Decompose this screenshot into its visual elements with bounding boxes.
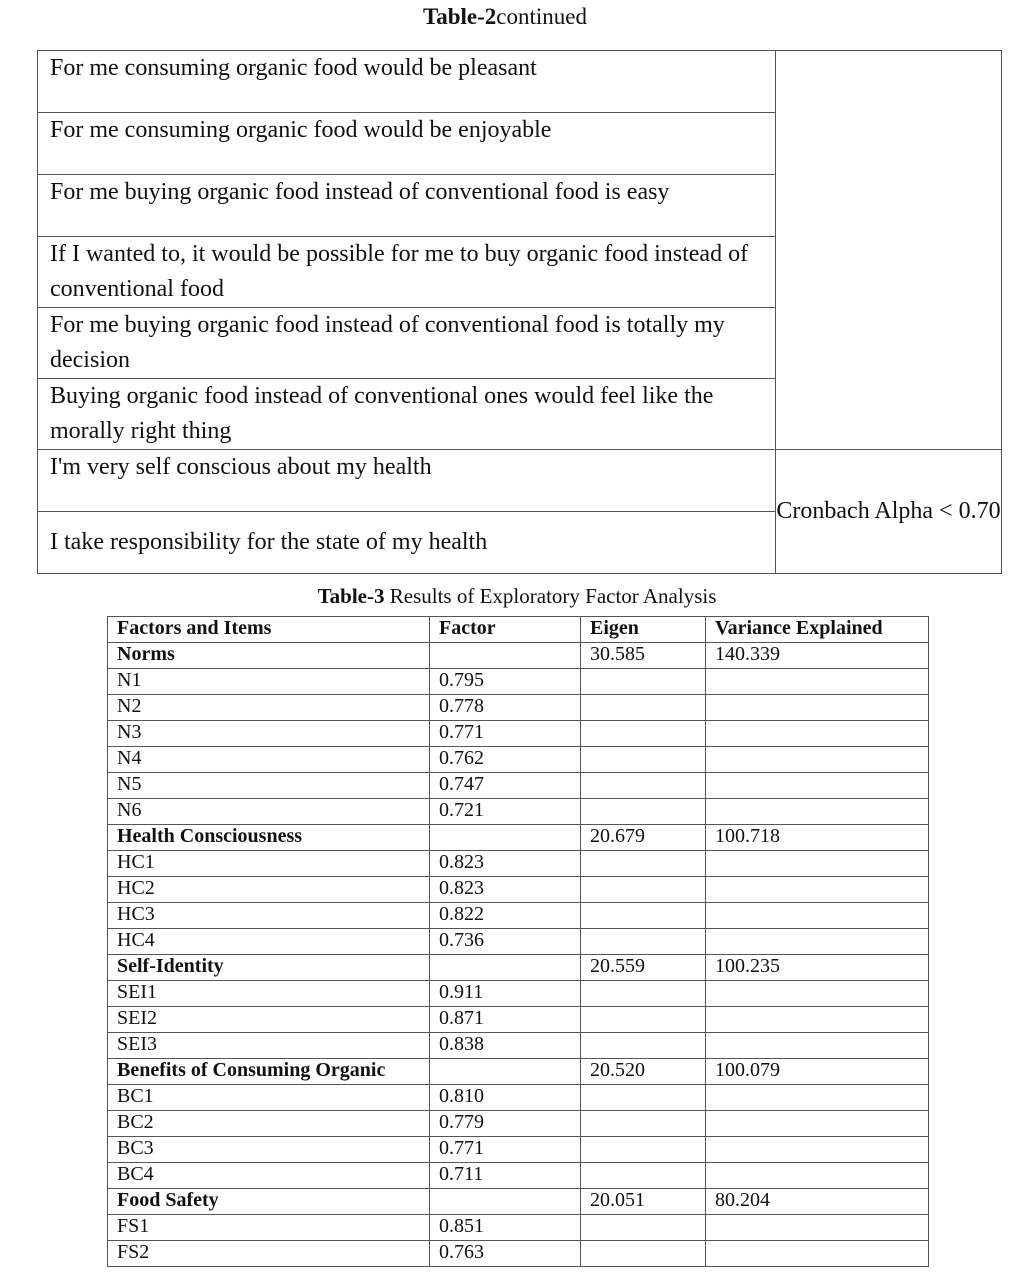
item-code: N1 <box>108 669 430 695</box>
eigen-empty <box>581 877 706 903</box>
eigen-empty <box>581 1241 706 1267</box>
item-code: HC2 <box>108 877 430 903</box>
variance-empty <box>706 1111 929 1137</box>
factor-loading: 0.823 <box>430 877 581 903</box>
item-code: HC4 <box>108 929 430 955</box>
table3-header-cell: Variance Explained <box>706 617 929 643</box>
table3-row <box>108 851 929 877</box>
table3-caption-label: Table-3 <box>317 584 385 608</box>
table3-row <box>108 1033 929 1059</box>
eigen-empty <box>581 721 706 747</box>
table3-row <box>108 695 929 721</box>
table2-caption-label: Table-2 <box>423 4 497 29</box>
eigen-empty <box>581 929 706 955</box>
eigen-empty <box>581 903 706 929</box>
eigen-empty <box>581 669 706 695</box>
variance-empty <box>706 929 929 955</box>
variance-empty <box>706 981 929 1007</box>
factor-group-name: Self-Identity <box>108 955 430 981</box>
table3-row <box>108 1111 929 1137</box>
factor-loading: 0.711 <box>430 1163 581 1189</box>
table2-row: I take responsibility for the state of my health <box>38 512 776 574</box>
factor-loading-empty <box>430 825 581 851</box>
variance-explained: 80.204 <box>706 1189 929 1215</box>
item-code: HC1 <box>108 851 430 877</box>
factor-loading: 0.911 <box>430 981 581 1007</box>
variance-empty <box>706 1033 929 1059</box>
factor-loading: 0.823 <box>430 851 581 877</box>
factor-loading: 0.736 <box>430 929 581 955</box>
table3-caption-text: Results of Exploratory Factor Analysis <box>384 584 717 608</box>
variance-empty <box>706 1137 929 1163</box>
table3-header-cell: Factors and Items <box>108 617 430 643</box>
table2-row: For me consuming organic food would be enjoyable <box>38 113 776 175</box>
table3-header-cell: Factor <box>430 617 581 643</box>
factor-loading: 0.747 <box>430 773 581 799</box>
table3 <box>107 616 929 1267</box>
factor-loading: 0.762 <box>430 747 581 773</box>
eigen-empty <box>581 695 706 721</box>
item-code: N5 <box>108 773 430 799</box>
item-code: SEI3 <box>108 1033 430 1059</box>
table2-row: For me consuming organic food would be pleasant <box>38 51 776 113</box>
factor-loading-empty <box>430 1189 581 1215</box>
eigen-empty <box>581 1085 706 1111</box>
item-code: N3 <box>108 721 430 747</box>
table3-caption <box>0 584 1010 609</box>
factor-loading: 0.822 <box>430 903 581 929</box>
factor-loading: 0.779 <box>430 1111 581 1137</box>
variance-explained: 100.079 <box>706 1059 929 1085</box>
table2-caption <box>0 4 1010 30</box>
factor-group-name: Food Safety <box>108 1189 430 1215</box>
variance-empty <box>706 851 929 877</box>
eigen-empty <box>581 1163 706 1189</box>
table3-group-row <box>108 955 929 981</box>
variance-empty <box>706 1241 929 1267</box>
eigen-empty <box>581 799 706 825</box>
item-code: FS2 <box>108 1241 430 1267</box>
eigen-value: 20.520 <box>581 1059 706 1085</box>
variance-explained: 100.235 <box>706 955 929 981</box>
variance-empty <box>706 1163 929 1189</box>
variance-empty <box>706 799 929 825</box>
variance-empty <box>706 695 929 721</box>
variance-empty <box>706 773 929 799</box>
item-code: N2 <box>108 695 430 721</box>
factor-loading: 0.763 <box>430 1241 581 1267</box>
table3-header-cell: Eigen <box>581 617 706 643</box>
variance-explained: 100.718 <box>706 825 929 851</box>
cronbach-note: Cronbach Alpha < 0.70 <box>776 450 1002 574</box>
item-code: SEI1 <box>108 981 430 1007</box>
factor-group-name: Health Consciousness <box>108 825 430 851</box>
factor-loading: 0.810 <box>430 1085 581 1111</box>
table3-row <box>108 1007 929 1033</box>
item-code: SEI2 <box>108 1007 430 1033</box>
item-code: BC3 <box>108 1137 430 1163</box>
item-code: FS1 <box>108 1215 430 1241</box>
table3-row <box>108 1163 929 1189</box>
table3-row <box>108 903 929 929</box>
eigen-empty <box>581 773 706 799</box>
factor-loading: 0.771 <box>430 1137 581 1163</box>
eigen-empty <box>581 1137 706 1163</box>
table3-row <box>108 773 929 799</box>
variance-explained: 140.339 <box>706 643 929 669</box>
factor-loading: 0.778 <box>430 695 581 721</box>
factor-group-name: Norms <box>108 643 430 669</box>
table3-row <box>108 1215 929 1241</box>
table3-group-row <box>108 825 929 851</box>
table3-row <box>108 747 929 773</box>
table2-row: I'm very self conscious about my health <box>38 450 776 512</box>
eigen-value: 20.679 <box>581 825 706 851</box>
eigen-empty <box>581 1111 706 1137</box>
eigen-value: 20.559 <box>581 955 706 981</box>
factor-loading-empty <box>430 955 581 981</box>
variance-empty <box>706 1007 929 1033</box>
table3-row <box>108 1241 929 1267</box>
item-code: HC3 <box>108 903 430 929</box>
factor-loading: 0.871 <box>430 1007 581 1033</box>
factor-loading-empty <box>430 1059 581 1085</box>
item-code: BC1 <box>108 1085 430 1111</box>
table3-row <box>108 1137 929 1163</box>
item-code: N6 <box>108 799 430 825</box>
factor-loading: 0.721 <box>430 799 581 825</box>
eigen-empty <box>581 1215 706 1241</box>
eigen-empty <box>581 1033 706 1059</box>
item-code: BC2 <box>108 1111 430 1137</box>
eigen-value: 20.051 <box>581 1189 706 1215</box>
table3-group-row <box>108 643 929 669</box>
table3-group-row <box>108 1189 929 1215</box>
factor-loading: 0.795 <box>430 669 581 695</box>
table3-header-row <box>108 617 929 643</box>
table2-row: For me buying organic food instead of conventional food is totally my decision <box>38 308 776 379</box>
eigen-empty <box>581 747 706 773</box>
table2-row: Buying organic food instead of conventional ones would feel like the morally right thing <box>38 379 776 450</box>
table2-caption-text: continued <box>496 4 587 29</box>
factor-loading: 0.851 <box>430 1215 581 1241</box>
variance-empty <box>706 903 929 929</box>
table3-row <box>108 799 929 825</box>
variance-empty <box>706 747 929 773</box>
factor-loading: 0.838 <box>430 1033 581 1059</box>
eigen-empty <box>581 851 706 877</box>
factor-loading: 0.771 <box>430 721 581 747</box>
variance-empty <box>706 1215 929 1241</box>
item-code: BC4 <box>108 1163 430 1189</box>
table2-side-empty <box>776 51 1002 450</box>
table3-row <box>108 981 929 1007</box>
table3-row <box>108 929 929 955</box>
table2 <box>37 50 1002 574</box>
variance-empty <box>706 669 929 695</box>
table3-row <box>108 877 929 903</box>
variance-empty <box>706 721 929 747</box>
factor-loading-empty <box>430 643 581 669</box>
table3-row <box>108 1085 929 1111</box>
factor-group-name: Benefits of Consuming Organic <box>108 1059 430 1085</box>
variance-empty <box>706 1085 929 1111</box>
table3-row <box>108 669 929 695</box>
eigen-empty <box>581 1007 706 1033</box>
variance-empty <box>706 877 929 903</box>
table3-row <box>108 721 929 747</box>
table3-group-row <box>108 1059 929 1085</box>
eigen-empty <box>581 981 706 1007</box>
item-code: N4 <box>108 747 430 773</box>
table2-row: If I wanted to, it would be possible for me to buy organic food instead of conventional food <box>38 237 776 308</box>
table2-row: For me buying organic food instead of conventional food is easy <box>38 175 776 237</box>
eigen-value: 30.585 <box>581 643 706 669</box>
